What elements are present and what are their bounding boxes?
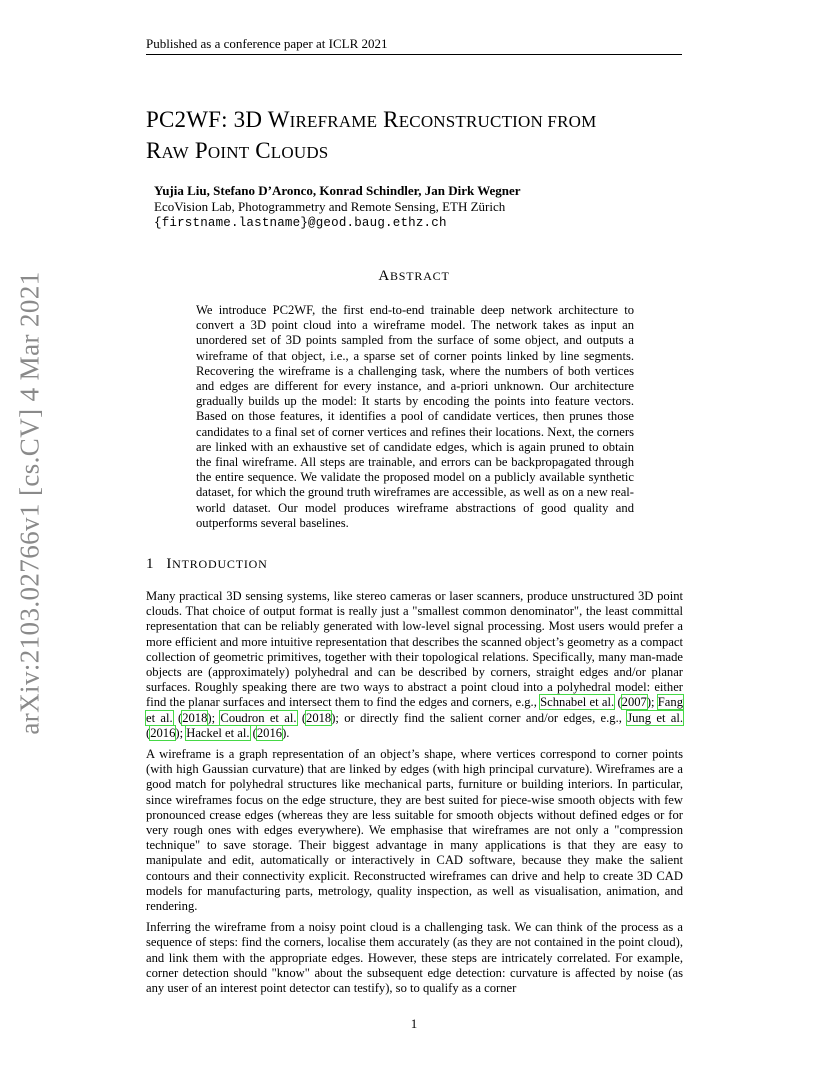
citation-link[interactable]: Jung et al. (627, 710, 684, 725)
page-number: 1 (410, 1016, 418, 1031)
author-email[interactable]: {firstname.lastname}@geod.baug.ethz.ch (154, 216, 447, 230)
intro-paragraph-2: A wireframe is a graph representation of an object’s shape, where vertices correspond to corner points (with high Gaussian curvature) that are linked by edges (with high principal curvature). Wireframes are a good match for polyhedral structures like mechanical parts, furniture or building interiors. In particular, since wireframes focus on the edge structure, they are best suited for piece-wise smooth objects with few pronounced crease edges (whereas they are less suitable for smooth objects without defined edges or for very rough ones with edges everywhere). We emphasise that wireframes are not only a "compression technique" to save storage. Their biggest advantage in many applications is that they are easy to manipulate and edit, automatically or interactively in CAD software, because they make the salient contours and their connectivity explicit. Reconstructed wireframes can drive and help to create 3D CAD models for manufacturing parts, metrology, quality inspection, as well as visualisation, animation, and rendering. (146, 747, 683, 914)
running-header: Published as a conference paper at ICLR 2021 (146, 35, 682, 55)
citation-link[interactable]: Schnabel et al. (540, 695, 615, 710)
abstract-heading: ABSTRACT (378, 268, 450, 284)
paper-title: PC2WF: 3D WIREFRAME RECONSTRUCTION FROM RAW POINT CLOUDS (146, 107, 597, 163)
arxiv-identifier[interactable]: arXiv:2103.02766v1 [cs.CV] 4 Mar 2021 (14, 271, 45, 735)
citation-link[interactable]: Fang et al. (146, 695, 683, 725)
arxiv-stamp (8, 271, 52, 735)
author-affiliation: EcoVision Lab, Photogrammetry and Remote Sensing, ETH Zürich (154, 199, 506, 214)
citation-link[interactable]: 2018 (306, 710, 332, 725)
citation-link[interactable]: Hackel et al. (186, 725, 250, 740)
intro-paragraph-1: Many practical 3D sensing systems, like stereo cameras or laser scanners, produce unstructured 3D point clouds. That choice of output format is really just a "smallest common denominator", the least committal representation that can be reliably generated with low-level signal processing. Most users would prefer a more efficient and more intuitive representation that describes the scanned object’s geometry as a compact collection of geometric primitives, together with their topological relations. Specifically, many man-made objects are (approximately) polyhedral and can be described by corners, straight edges and/or planar surfaces. Roughly speaking there are two ways to abstract a point cloud into a polyhedral model: either find the planar surfaces and intersect them to find the edges and corners, e.g., Schnabel et al. (2007); Fang et al. (2018); Coudron et al. (2018); or directly find the salient corner and/or edges, e.g., Jung et al. (2016); Hackel et al. (2016). (146, 589, 684, 740)
citation-link[interactable]: 2007 (621, 695, 647, 710)
citation-link[interactable]: 2016 (256, 725, 283, 740)
citation-link[interactable]: Coudron et al. (220, 710, 297, 725)
author-block (154, 183, 674, 231)
intro-paragraph-3: Inferring the wireframe from a noisy point cloud is a challenging task. We can think of the process as a sequence of steps: find the corners, localise them accurately (as they are not contained in the point cloud), and link them with the appropriate edges. However, these steps are intricately correlated. For example, corner detection should "know" about the subsequent edge detection: curvature is affected by noise (as any user of an interest point detector can testify), so to qualify as a corner (146, 920, 683, 996)
citation-link[interactable]: 2018 (182, 710, 208, 725)
introduction-body (146, 589, 683, 1002)
section-heading-introduction: 1 INTRODUCTION (146, 556, 268, 572)
author-names: Yujia Liu, Stefano D’Aronco, Konrad Schindler, Jan Dirk Wegner (154, 183, 521, 198)
citation-link[interactable]: 2016 (150, 725, 176, 740)
abstract-text: We introduce PC2WF, the first end-to-end trainable deep network architecture to convert a 3D point cloud into a wireframe model. The network takes as input an unordered set of 3D points sampled from the surface of some object, and outputs a wireframe of that object, i.e., a sparse set of corner points linked by line segments. Recovering the wireframe is a challenging task, where the numbers of both vertices and edges are different for every instance, and a-priori unknown. Our architecture gradually builds up the model: It starts by encoding the points into feature vectors. Based on those features, it identifies a pool of candidate vertices, then prunes those candidates to a final set of corner vertices and refines their locations. Next, the corners are linked with an exhaustive set of candidate edges, which is again pruned to obtain the final wireframe. All steps are trainable, and errors can be backpropagated through the entire sequence. We validate the proposed model on a publicly available synthetic dataset, for which the ground truth wireframes are accessible, as well as on a new real-world dataset. Our model produces wireframe abstractions of good quality and outperforms several baselines. (196, 303, 634, 530)
